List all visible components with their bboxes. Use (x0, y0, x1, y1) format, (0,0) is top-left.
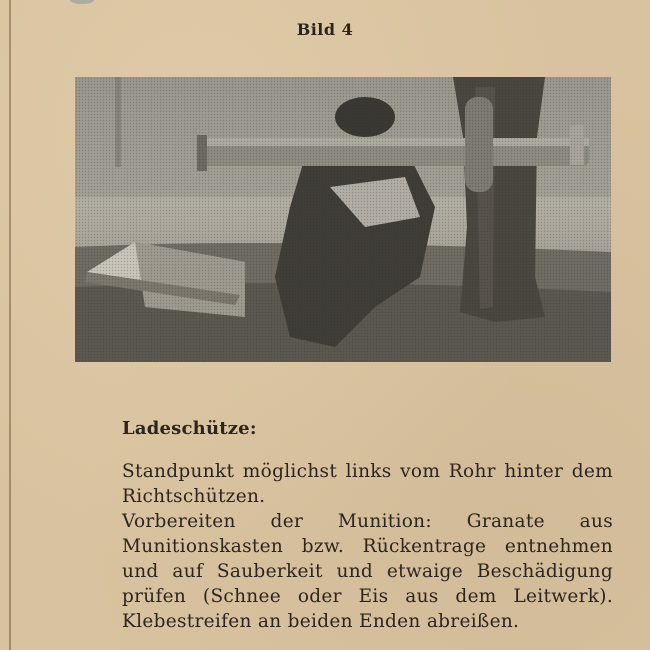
section-ladeschuetze (122, 418, 613, 634)
section-heading: Ladeschütze: (122, 418, 257, 439)
figure-photo (75, 77, 611, 362)
figure-label: Bild 4 (296, 20, 354, 39)
corner-mark (70, 0, 94, 4)
paragraph-position: Standpunkt möglichst links vom Rohr hinter dem Richtschützen. (122, 461, 613, 507)
page-spine-line (9, 0, 11, 650)
paragraph-ammunition-prep: Vorbereiten der Munition: Granate aus Munitionskasten bzw. Rückentrage entnehmen und auf Sauberkeit und etwaige Beschädigung prüfen (Schnee oder Eis aus dem Leitwerk). Klebestreifen an beiden Enden abreißen. (122, 511, 613, 632)
